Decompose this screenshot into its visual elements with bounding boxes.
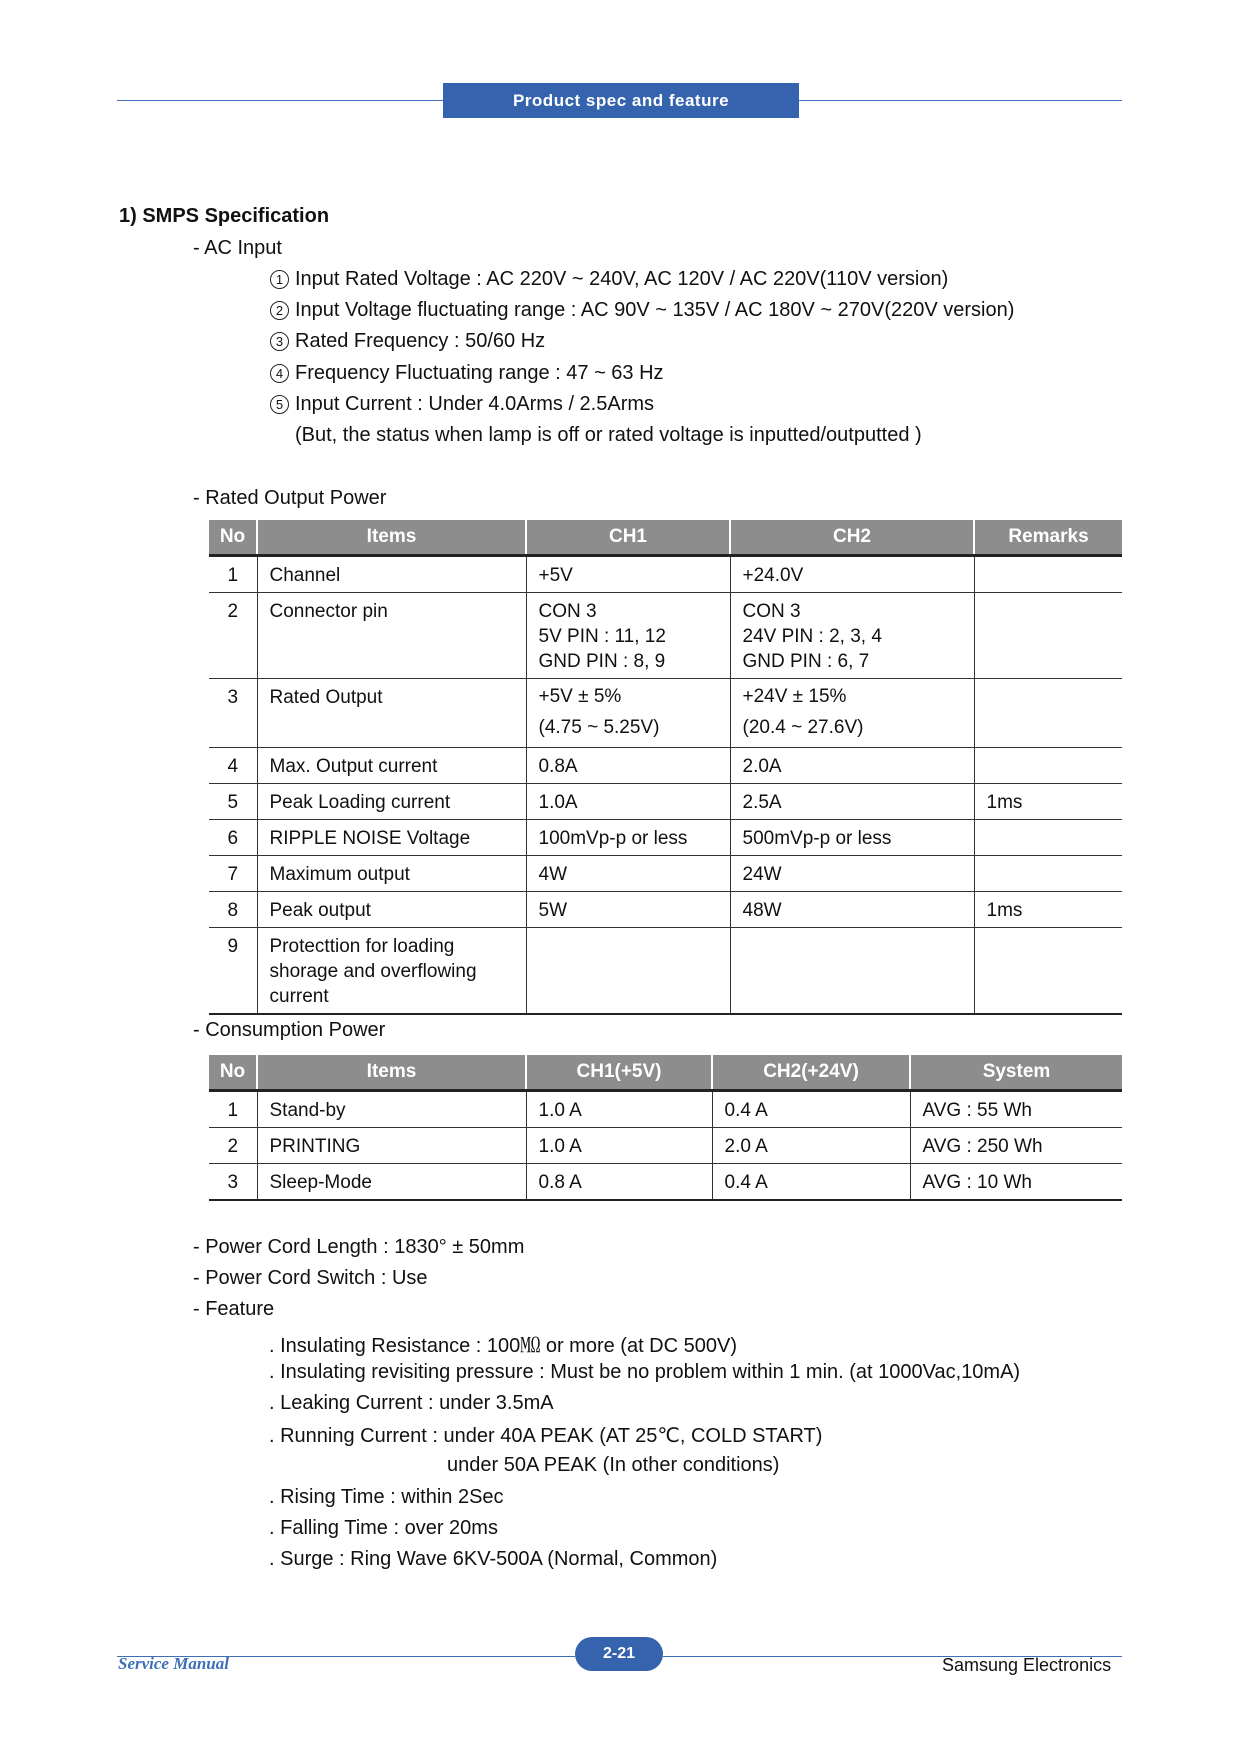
table-header-row (209, 1055, 1122, 1091)
cell-ch2: 2.0 A (712, 1128, 910, 1164)
feature-label: - Feature (193, 1298, 275, 1320)
table-row (209, 593, 1122, 679)
cell-item (257, 892, 526, 928)
table-row (209, 892, 1122, 928)
cell-line: 24W (742, 864, 782, 885)
cell-item: Stand-by (257, 1091, 526, 1128)
ac-input-item (270, 330, 545, 353)
circled-number: 2 (270, 301, 289, 320)
cell-ch1 (526, 928, 730, 1015)
cell-line: 500mVp-p or less (742, 828, 892, 849)
cell-no: 4 (209, 748, 257, 784)
col-header: Items (257, 520, 526, 556)
col-header: No (209, 1055, 257, 1091)
cell-ch2: 0.4 A (712, 1164, 910, 1201)
cell-ch2 (730, 748, 974, 784)
cell-remarks (974, 593, 1122, 679)
ac-input-item (270, 299, 1014, 322)
consumption-table (209, 1055, 1122, 1201)
cell-no: 9 (209, 928, 257, 1015)
ac-input-label: - AC Input (193, 237, 282, 259)
cell-ch2 (730, 928, 974, 1015)
cell-ch1 (526, 820, 730, 856)
cell-ch1 (526, 556, 730, 593)
cell-item (257, 679, 526, 748)
cell-line: current (269, 986, 329, 1007)
cell-line: shorage and overflowing (269, 961, 477, 982)
cell-item (257, 784, 526, 820)
table-row (209, 679, 1122, 748)
col-header: System (910, 1055, 1122, 1091)
cell-line: 4W (538, 864, 567, 885)
ac-input-text: Input Voltage fluctuating range : AC 90V ~ 135V / AC 180V ~ 270V(220V version) (295, 299, 1015, 321)
cell-ch1 (526, 784, 730, 820)
cell-item (257, 856, 526, 892)
cell-ch2 (730, 856, 974, 892)
table-row (209, 820, 1122, 856)
table-row (209, 556, 1122, 593)
page-number: 2-21 (575, 1637, 663, 1671)
cell-no: 1 (209, 556, 257, 593)
cell-line: Max. Output current (269, 756, 438, 777)
cell-no: 5 (209, 784, 257, 820)
cell-line: 2.5A (742, 792, 782, 813)
cell-no: 7 (209, 856, 257, 892)
cell-no: 1 (209, 1091, 257, 1128)
section-title: 1) SMPS Specification (119, 205, 330, 227)
table-row (209, 1164, 1122, 1201)
col-header: Items (257, 1055, 526, 1091)
cell-ch1 (526, 856, 730, 892)
table-row (209, 784, 1122, 820)
cell-line: 1.0A (538, 792, 578, 813)
feature-item: . Leaking Current : under 3.5mA (269, 1392, 554, 1414)
cell-line: 48W (742, 900, 782, 921)
footer-manual-title: Service Manual (118, 1654, 229, 1673)
cell-ch1 (526, 892, 730, 928)
ac-input-text: Frequency Fluctuating range : 47 ~ 63 Hz (295, 362, 664, 384)
ac-input-note: (But, the status when lamp is off or rated voltage is inputted/outputted ) (295, 424, 922, 446)
col-header: CH1(+5V) (526, 1055, 712, 1091)
cell-no: 3 (209, 679, 257, 748)
cell-no: 2 (209, 593, 257, 679)
cell-ch2: 0.4 A (712, 1091, 910, 1128)
cell-line: CON 3 (742, 601, 801, 622)
table-row (209, 856, 1122, 892)
cell-item (257, 820, 526, 856)
cell-line: GND PIN : 6, 7 (742, 651, 870, 672)
cell-ch1 (526, 679, 730, 748)
cell-item (257, 593, 526, 679)
cell-line: +24V ± 15% (742, 686, 847, 707)
cell-line: Peak output (269, 900, 371, 921)
cell-line: Connector pin (269, 601, 388, 622)
cell-line: 0.8A (538, 756, 578, 777)
col-header: Remarks (974, 520, 1122, 556)
cell-ch2 (730, 892, 974, 928)
cell-system: AVG : 250 Wh (910, 1128, 1122, 1164)
cell-line: Rated Output (269, 687, 383, 708)
ac-input-item (270, 268, 948, 291)
circled-number: 5 (270, 395, 289, 414)
ac-input-text: Input Current : Under 4.0Arms / 2.5Arms (295, 393, 655, 415)
ac-input-item (270, 362, 664, 385)
feature-item: . Surge : Ring Wave 6KV-500A (Normal, Common) (269, 1548, 718, 1570)
power-cord-switch: - Power Cord Switch : Use (193, 1267, 428, 1289)
header-rule-right (799, 100, 1122, 101)
rated-output-label: - Rated Output Power (193, 487, 387, 509)
feature-item: . Insulating revisiting pressure : Must be no problem within 1 min. (at 1000Vac,10mA) (269, 1361, 1021, 1383)
ac-input-text: Input Rated Voltage : AC 220V ~ 240V, AC 120V / AC 220V(110V version) (295, 268, 949, 290)
cell-ch2 (730, 784, 974, 820)
cell-no: 2 (209, 1128, 257, 1164)
cell-system: AVG : 55 Wh (910, 1091, 1122, 1128)
cell-system: AVG : 10 Wh (910, 1164, 1122, 1201)
cell-ch2 (730, 679, 974, 748)
rated-output-table (209, 520, 1122, 1015)
col-header: No (209, 520, 257, 556)
cell-line: GND PIN : 8, 9 (538, 651, 666, 672)
cell-line: Peak Loading current (269, 792, 451, 813)
cell-line: 100mVp-p or less (538, 828, 688, 849)
power-cord-length: - Power Cord Length : 1830° ± 50mm (193, 1236, 525, 1258)
cell-remarks (974, 856, 1122, 892)
cell-line: +5V (538, 565, 573, 586)
table-row (209, 928, 1122, 1015)
ac-input-text: Rated Frequency : 50/60 Hz (295, 330, 546, 352)
table-row (209, 1091, 1122, 1128)
footer-company: Samsung Electronics (942, 1655, 1112, 1675)
cell-remarks (974, 928, 1122, 1015)
table-header-row (209, 520, 1122, 556)
cell-line: (20.4 ~ 27.6V) (742, 717, 864, 738)
cell-line: CON 3 (538, 601, 597, 622)
cell-remarks (974, 556, 1122, 593)
circled-number: 1 (270, 270, 289, 289)
cell-item: Sleep-Mode (257, 1164, 526, 1201)
cell-line: Channel (269, 565, 341, 586)
cell-no: 3 (209, 1164, 257, 1201)
cell-line: +24.0V (742, 565, 804, 586)
cell-line: Protecttion for loading (269, 936, 455, 957)
header-rule-left (117, 100, 443, 101)
feature-item: . Running Current : under 40A PEAK (AT 25℃, COLD START) (269, 1425, 823, 1447)
cell-line: +5V ± 5% (538, 686, 622, 707)
cell-item (257, 748, 526, 784)
cell-ch1: 1.0 A (526, 1128, 712, 1164)
cell-remarks: 1ms (974, 892, 1122, 928)
cell-no: 6 (209, 820, 257, 856)
feature-item: . Falling Time : over 20ms (269, 1517, 498, 1539)
cell-remarks (974, 820, 1122, 856)
cell-line: (4.75 ~ 5.25V) (538, 717, 660, 738)
cell-ch1 (526, 593, 730, 679)
cell-remarks (974, 679, 1122, 748)
cell-line: 24V PIN : 2, 3, 4 (742, 626, 882, 647)
cell-line: 2.0A (742, 756, 782, 777)
cell-remarks: 1ms (974, 784, 1122, 820)
cell-ch2 (730, 593, 974, 679)
ac-input-item (270, 393, 654, 416)
col-header: CH2(+24V) (712, 1055, 910, 1091)
header-title: Product spec and feature (443, 83, 799, 118)
consumption-label: - Consumption Power (193, 1019, 386, 1041)
cell-ch1 (526, 748, 730, 784)
cell-line: RIPPLE NOISE Voltage (269, 828, 471, 849)
cell-remarks (974, 748, 1122, 784)
feature-item-continued: under 50A PEAK (In other conditions) (447, 1454, 780, 1476)
table-row (209, 748, 1122, 784)
cell-ch1: 1.0 A (526, 1091, 712, 1128)
circled-number: 3 (270, 332, 289, 351)
col-header: CH2 (730, 520, 974, 556)
cell-line: 5W (538, 900, 567, 921)
cell-no: 8 (209, 892, 257, 928)
cell-line: Maximum output (269, 864, 410, 885)
cell-line: 5V PIN : 11, 12 (538, 626, 666, 647)
feature-item: . Insulating Resistance : 100㏁ or more (at DC 500V) (269, 1335, 737, 1357)
circled-number: 4 (270, 364, 289, 383)
cell-ch1: 0.8 A (526, 1164, 712, 1201)
cell-item (257, 928, 526, 1015)
cell-ch2 (730, 556, 974, 593)
cell-item: PRINTING (257, 1128, 526, 1164)
feature-item: . Rising Time : within 2Sec (269, 1486, 504, 1508)
col-header: CH1 (526, 520, 730, 556)
cell-item (257, 556, 526, 593)
cell-ch2 (730, 820, 974, 856)
table-row (209, 1128, 1122, 1164)
